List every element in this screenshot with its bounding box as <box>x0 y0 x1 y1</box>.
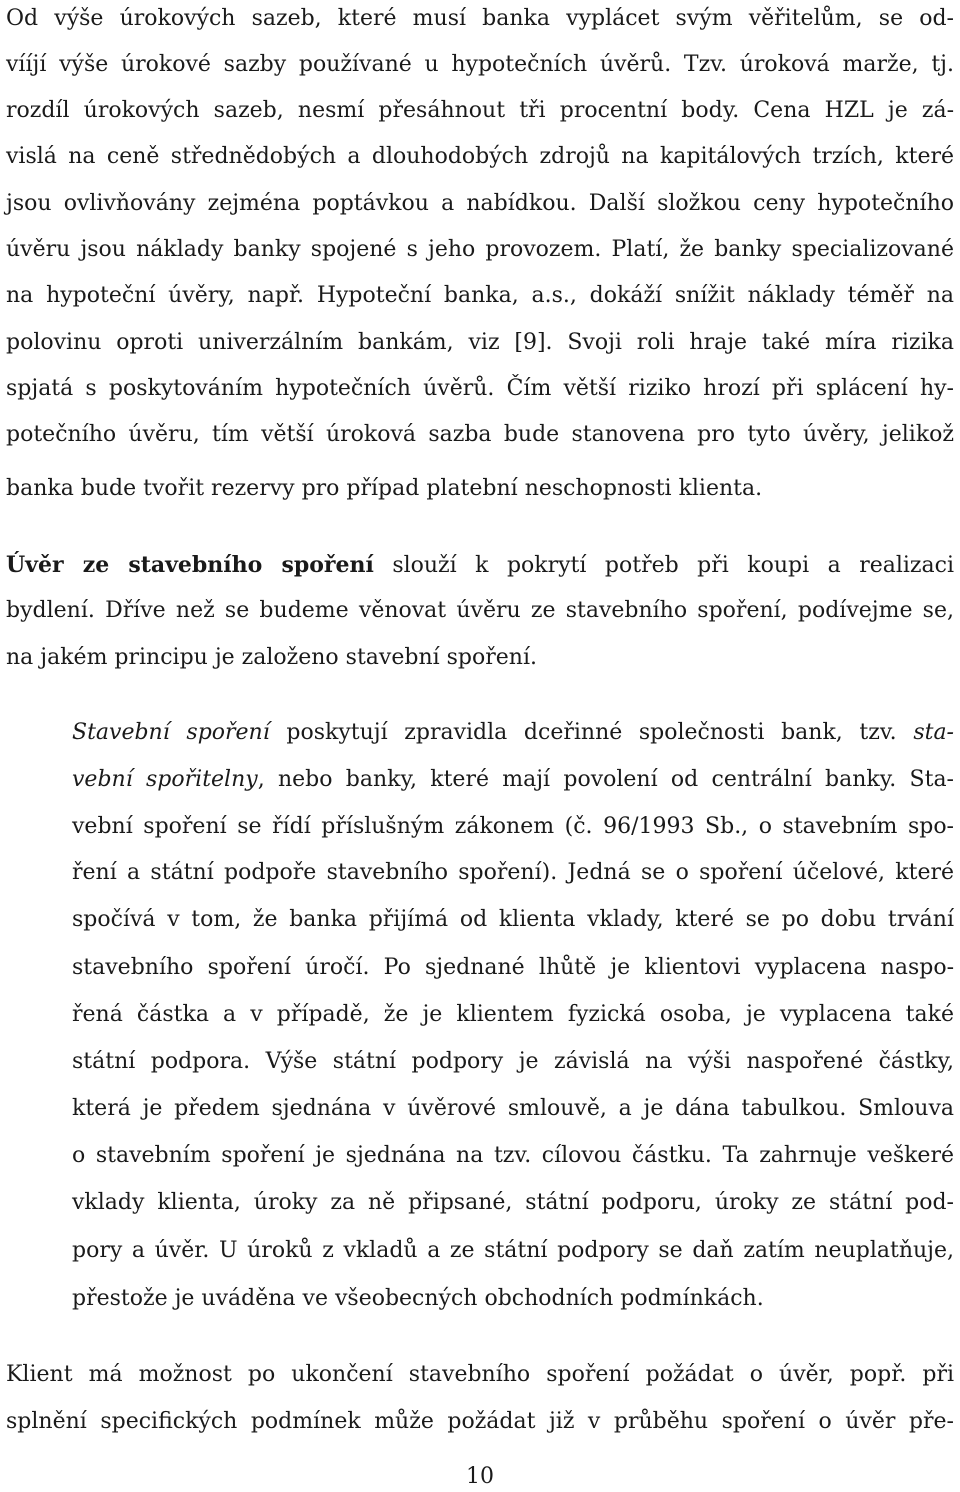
text-line: banka bude tvořit rezervy pro případ platební neschopnosti klienta. <box>6 476 763 501</box>
page-number: 10 <box>466 1464 494 1489</box>
text-line: řená částka a v případě, že je klientem fyzická osoba, je vyplacena také <box>72 1002 954 1027</box>
text-line: státní podpora. Výše státní podpory je závislá na výši naspořené částky, <box>72 1049 954 1074</box>
italic-term: vební spořitelny <box>72 767 258 792</box>
text-line: polovinu oproti univerzálním bankám, viz [9]. Svoji roli hraje také míra rizika <box>6 330 954 355</box>
text-line <box>72 718 954 748</box>
text-line: o stavebním spoření je sjednána na tzv. cílovou částku. Ta zahrnuje veškeré <box>72 1143 954 1168</box>
text-line: vební spoření se řídí příslušným zákonem (č. 96/1993 Sb., o stavebním spo- <box>72 814 954 839</box>
text-line: ření a státní podpoře stavebního spoření). Jedná se o spoření účelové, které <box>72 860 954 885</box>
text-span: slouží k pokrytí potřeb při koupi a realizaci <box>373 553 954 578</box>
text-line: rozdíl úrokových sazeb, nesmí přesáhnout tři procentní body. Cena HZL je zá- <box>6 98 954 123</box>
bold-term: Úvěr ze stavebního spoření <box>6 552 374 578</box>
text-span: , nebo banky, které mají povolení od centrální banky. Sta- <box>257 767 954 792</box>
text-line: úvěru jsou náklady banky spojené s jeho provozem. Platí, že banky specializované <box>6 237 954 262</box>
text-line <box>72 765 954 795</box>
text-line: Klient má možnost po ukončení stavebního spoření požádat o úvěr, popř. při <box>6 1362 954 1387</box>
italic-term: Stavební spoření <box>72 720 270 745</box>
text-line <box>6 550 954 580</box>
text-line: vííjí výše úrokové sazby používané u hypotečních úvěrů. Tzv. úroková marže, tj. <box>6 52 954 77</box>
text-line: jsou ovlivňovány zejména poptávkou a nabídkou. Další složkou ceny hypotečního <box>6 191 954 216</box>
text-line: vklady klienta, úroky za ně připsané, státní podporu, úroky ze státní pod- <box>72 1190 954 1215</box>
text-line: pory a úvěr. U úroků z vkladů a ze státní podpory se daň zatím neuplatňuje, <box>72 1238 954 1263</box>
text-line: na jakém principu je založeno stavební spoření. <box>6 645 537 670</box>
text-line: stavebního spoření úročí. Po sjednané lhůtě je klientovi vyplacena naspo- <box>72 955 954 980</box>
text-line: spjatá s poskytováním hypotečních úvěrů. Čím větší riziko hrozí při splácení hy- <box>6 376 954 401</box>
italic-term: sta- <box>913 720 954 745</box>
text-line: která je předem sjednána v úvěrové smlouvě, a je dána tabulkou. Smlouva <box>72 1096 954 1121</box>
text-span: poskytují zpravidla dceřinné společnosti bank, tzv. <box>269 720 914 745</box>
text-line: přestože je uváděna ve všeobecných obchodních podmínkách. <box>72 1286 764 1311</box>
text-line: vislá na ceně střednědobých a dlouhodobých zdrojů na kapitálových trzích, které <box>6 144 954 169</box>
text-line: Od výše úrokových sazeb, které musí banka vyplácet svým věřitelům, se od- <box>6 6 954 31</box>
text-line: spočívá v tom, že banka přijímá od klienta vklady, které se po dobu trvání <box>72 907 954 932</box>
text-line: potečního úvěru, tím větší úroková sazba bude stanovena pro tyto úvěry, jelikož <box>6 422 954 447</box>
text-line: splnění specifických podmínek může požádat již v průběhu spoření o úvěr pře- <box>6 1409 954 1434</box>
text-line: na hypoteční úvěry, např. Hypoteční banka, a.s., dokáží snížit náklady téměř na <box>6 283 954 308</box>
text-line: bydlení. Dříve než se budeme věnovat úvěru ze stavebního spoření, podívejme se, <box>6 598 954 623</box>
